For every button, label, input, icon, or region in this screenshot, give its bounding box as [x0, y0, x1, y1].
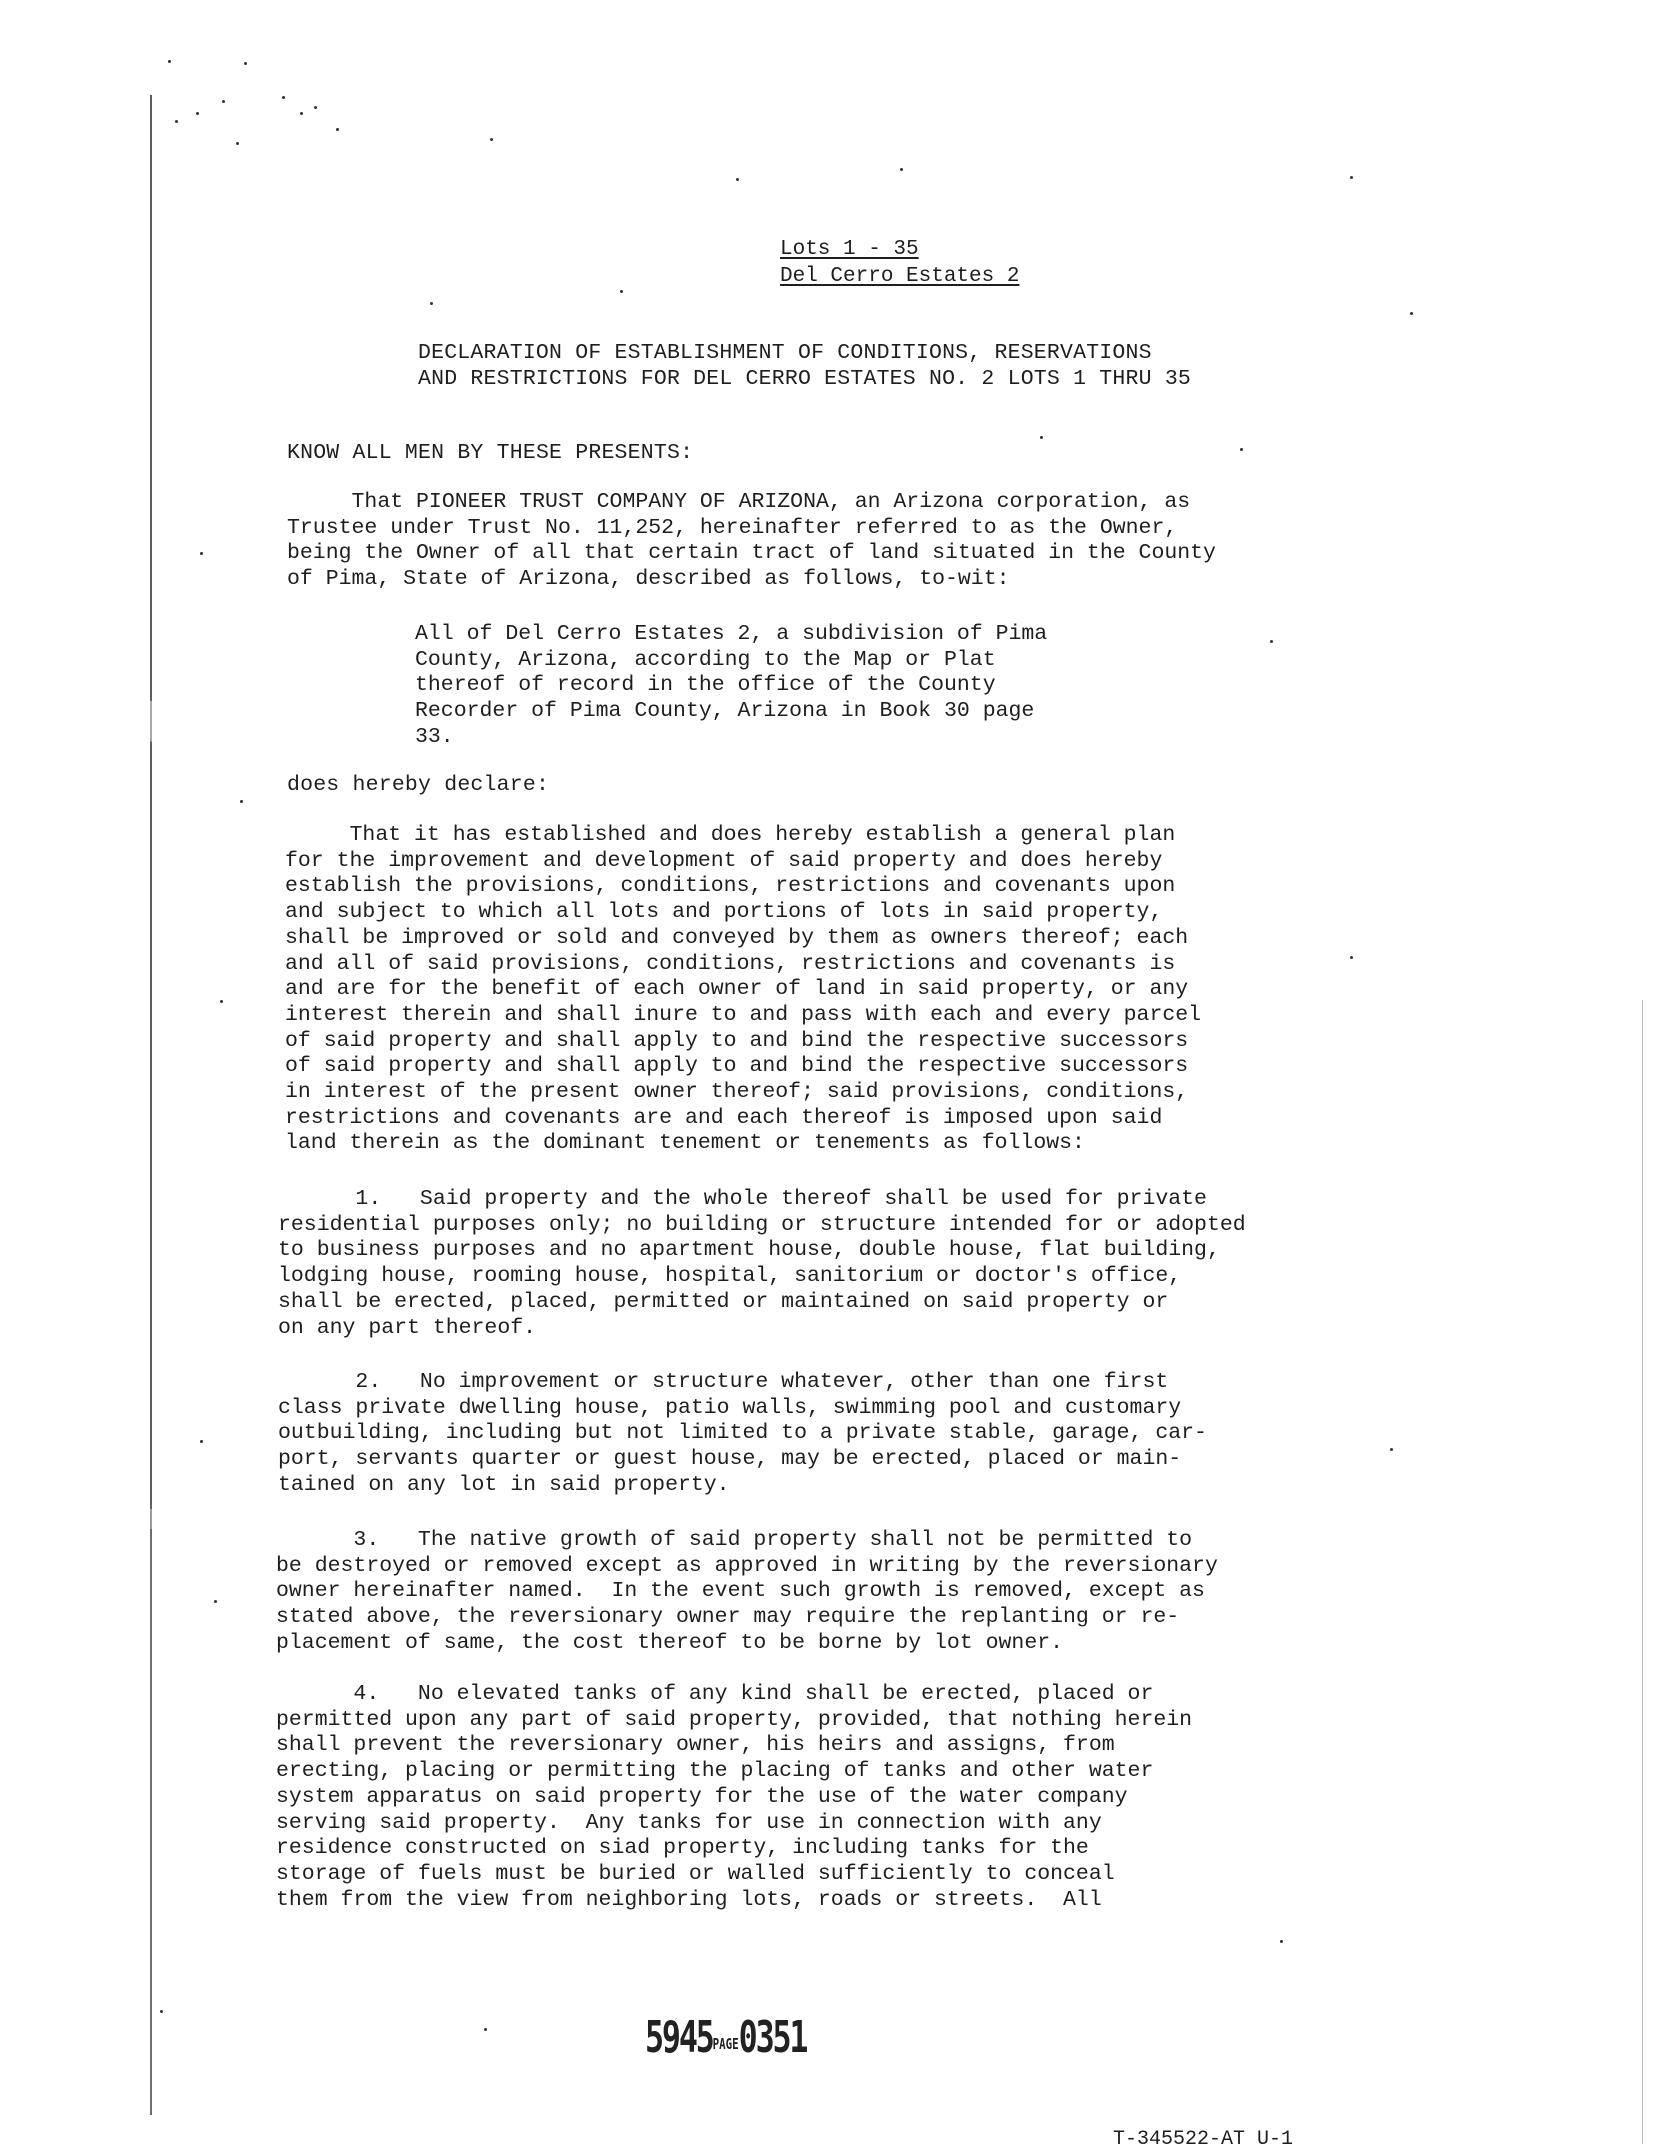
book-page-stamp — [645, 2012, 806, 2063]
text-line: being the Owner of all that certain tract of land situated in the County — [287, 541, 1216, 566]
text-line: 4. No elevated tanks of any kind shall be erected, placed or — [276, 1682, 1154, 1706]
restriction-4 — [276, 1682, 1192, 1913]
declaration-line: does hereby declare: — [287, 773, 550, 797]
text-line: restrictions and covenants are and each thereof is imposed upon said — [285, 1105, 1163, 1130]
text-line: and are for the benefit of each owner of land in said property, or any — [285, 977, 1189, 1002]
text-line: 3. The native growth of said property shall not be permitted to — [276, 1528, 1193, 1552]
text-line: permitted upon any part of said property, provided, that nothing herein — [276, 1707, 1193, 1732]
text-line: on any part thereof. — [278, 1315, 537, 1340]
document-number: T-345522-AT U-1 — [1113, 2128, 1294, 2151]
title-line-2: AND RESTRICTIONS FOR DEL CERRO ESTATES NO. 2 LOTS 1 THRU 35 — [418, 367, 1192, 391]
page-number: 0351 — [738, 2012, 807, 2063]
left-margin-scan-line — [150, 95, 152, 2115]
property-description — [415, 622, 1047, 751]
text-line: outbuilding, including but not limited to a private stable, garage, car- — [278, 1421, 1207, 1446]
text-line: serving said property. Any tanks for use in connection with any — [276, 1810, 1102, 1835]
text-line: residence constructed on siad property, including tanks for the — [276, 1836, 1089, 1861]
text-line: placement of same, the cost thereof to be borne by lot owner. — [276, 1630, 1064, 1655]
text-line: shall prevent the reversionary owner, his heirs and assigns, from — [276, 1733, 1115, 1758]
text-line: shall be improved or sold and conveyed by them as owners thereof; each — [285, 925, 1189, 950]
text-line: storage of fuels must be buried or walled sufficiently to conceal — [276, 1861, 1115, 1886]
lot-reference — [780, 236, 1019, 290]
text-line: 33. — [415, 724, 454, 749]
text-line: 2. No improvement or structure whatever, other than one first — [278, 1370, 1169, 1394]
text-line: shall be erected, placed, permitted or maintained on said property or — [278, 1289, 1169, 1314]
text-line: interest therein and shall inure to and pass with each and every parcel — [285, 1002, 1202, 1027]
owner-paragraph — [287, 490, 1216, 593]
restriction-3 — [276, 1528, 1218, 1657]
text-line: Trustee under Trust No. 11,252, hereinafter referred to as the Owner, — [287, 515, 1178, 540]
text-line: port, servants quarter or guest house, may be erected, placed or main- — [278, 1447, 1182, 1472]
general-plan-paragraph — [285, 823, 1201, 1157]
text-line: thereof of record in the office of the County — [415, 673, 996, 698]
text-line: tained on any lot in said property. — [278, 1472, 730, 1497]
text-line: County, Arizona, according to the Map or Plat — [415, 647, 996, 672]
subdivision-line: Del Cerro Estates 2 — [780, 265, 1020, 288]
text-line: of Pima, State of Arizona, described as follows, to-wit: — [287, 567, 1010, 592]
lots-line: Lots 1 - 35 — [780, 238, 919, 261]
restriction-2 — [278, 1370, 1207, 1499]
text-line: and all of said provisions, conditions, restrictions and covenants is — [285, 951, 1176, 976]
text-line: system apparatus on said property for the use of the water company — [276, 1784, 1128, 1809]
text-line: 1. Said property and the whole thereof shall be used for private — [278, 1187, 1207, 1211]
right-margin-scan-line — [1642, 1000, 1643, 2144]
document-title — [418, 340, 1191, 392]
book-number: 5945 — [645, 2012, 713, 2063]
text-line: stated above, the reversionary owner may require the replanting or re- — [276, 1605, 1180, 1630]
text-line: owner hereinafter named. In the event such growth is removed, except as — [276, 1579, 1205, 1604]
text-line: of said property and shall apply to and bind the respective successors — [285, 1054, 1189, 1079]
text-line: establish the provisions, conditions, restrictions and covenants upon — [285, 874, 1176, 899]
page-label: PAGE — [712, 2035, 739, 2053]
text-line: lodging house, rooming house, hospital, sanitorium or doctor's office, — [278, 1264, 1182, 1289]
salutation: KNOW ALL MEN BY THESE PRESENTS: — [287, 441, 694, 465]
title-line-1: DECLARATION OF ESTABLISHMENT OF CONDITIONS, RESERVATIONS — [418, 341, 1152, 365]
text-line: for the improvement and development of said property and does hereby — [285, 848, 1163, 873]
text-line: That PIONEER TRUST COMPANY OF ARIZONA, an Arizona corporation, as — [287, 490, 1191, 514]
text-line: class private dwelling house, patio walls, swimming pool and customary — [278, 1395, 1182, 1420]
restriction-1 — [278, 1187, 1246, 1341]
text-line: residential purposes only; no building or structure intended for or adopted — [278, 1212, 1246, 1237]
text-line: All of Del Cerro Estates 2, a subdivision of Pima — [415, 622, 1048, 646]
text-line: of said property and shall apply to and bind the respective successors — [285, 1028, 1189, 1053]
text-line: land therein as the dominant tenement or tenements as follows: — [285, 1131, 1085, 1156]
text-line: them from the view from neighboring lots, roads or streets. All — [276, 1887, 1102, 1912]
text-line: erecting, placing or permitting the placing of tanks and other water — [276, 1759, 1154, 1784]
text-line: Recorder of Pima County, Arizona in Book 30 page — [415, 699, 1035, 724]
text-line: be destroyed or removed except as approved in writing by the reversionary — [276, 1553, 1218, 1578]
text-line: in interest of the present owner thereof; said provisions, conditions, — [285, 1080, 1189, 1105]
text-line: and subject to which all lots and portions of lots in said property, — [285, 900, 1163, 925]
text-line: That it has established and does hereby establish a general plan — [285, 823, 1176, 847]
text-line: to business purposes and no apartment house, double house, flat building, — [278, 1238, 1220, 1263]
